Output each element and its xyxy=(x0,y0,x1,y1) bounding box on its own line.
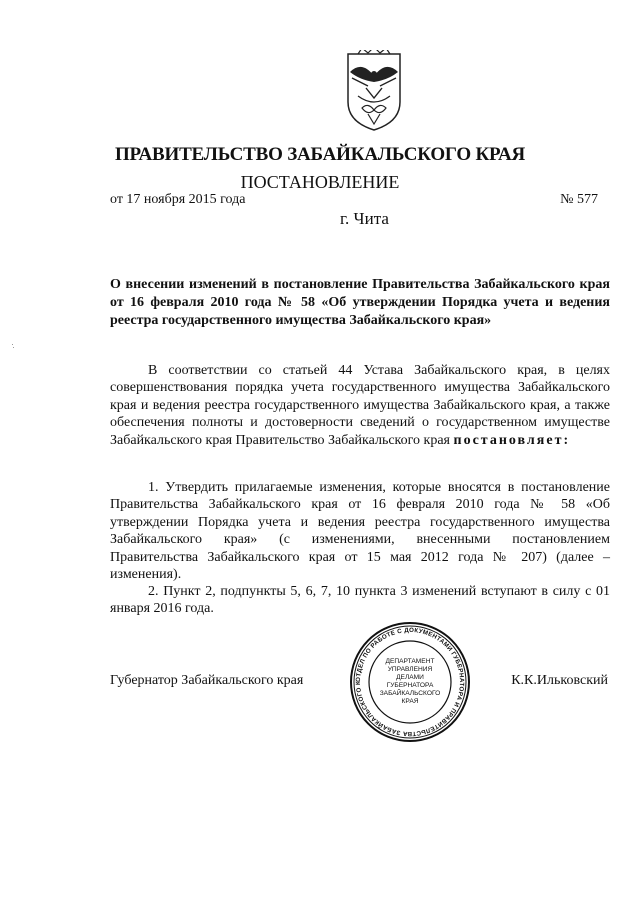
decree-word: постановляет: xyxy=(453,432,571,448)
seal-line-1: ДЕПАРТАМЕНТ xyxy=(385,658,435,665)
preamble-paragraph xyxy=(110,362,610,449)
seal-line-2: УПРАВЛЕНИЯ xyxy=(387,666,433,673)
signer-position: Губернатор Забайкальского края xyxy=(110,673,304,688)
item-1-paragraph: 1. Утвердить прилагаемые изменения, которые вносятся в постановление Правительства Забайкальского края от 16 февраля 2010 года № 58 «Об утверждении Порядка учета и ведения реестра государственного имущества Забайкальского края» (с изменениями, внесенными постановлением Правительства Забайкальского края от 15 мая 2012 года № 207) (далее – изменения). xyxy=(110,480,610,583)
scan-speck xyxy=(13,347,14,348)
scan-speck xyxy=(12,344,13,345)
seal-line-5: ЗАБАЙКАЛЬСКОГО xyxy=(379,690,441,697)
seal-line-3: ДЕЛАМИ xyxy=(396,674,424,681)
document-type: ПОСТАНОВЛЕНИЕ xyxy=(240,172,400,192)
preamble-text: В соответствии со статьей 44 Устава Забайкальского края, в целях совершенствования порядка учета государственного имущества Забайкальского края и ведения реестра государственного имущества Забайкальского края, а также обеспечения полноты и достоверности сведений о государственном имуществе Забайкальского края Правительство Забайкальского края xyxy=(110,363,610,448)
seal-line-6: КРАЯ xyxy=(401,698,419,705)
coat-of-arms-icon xyxy=(328,50,420,134)
round-stamp-icon xyxy=(349,621,471,743)
organization-title: ПРАВИТЕЛЬСТВО ЗАБАЙКАЛЬСКОГО КРАЯ xyxy=(114,144,526,165)
document-number: № 577 xyxy=(560,192,598,207)
seal-ring-text: ОТДЕЛ ПО РАБОТЕ С ДОКУМЕНТАМИ ГУБЕРНАТОРА И ПРАВИТЕЛЬСТВА ЗАБАЙКАЛЬСКОГО К xyxy=(354,626,466,738)
document-city: г. Чита xyxy=(340,209,389,228)
document-date: от 17 ноября 2015 года xyxy=(110,192,246,207)
item-2-paragraph: 2. Пункт 2, подпункты 5, 6, 7, 10 пункта 3 изменений вступают в силу с 01 января 2016 года. xyxy=(110,584,610,617)
signer-name: К.К.Ильковский xyxy=(511,673,608,688)
document-subject: О внесении изменений в постановление Правительства Забайкальского края от 16 февраля 2010 года № 58 «Об утверждении Порядка учета и ведения реестра государственного имущества Забайкальского края» xyxy=(110,277,610,328)
seal-line-4: ГУБЕРНАТОРА xyxy=(386,682,434,689)
